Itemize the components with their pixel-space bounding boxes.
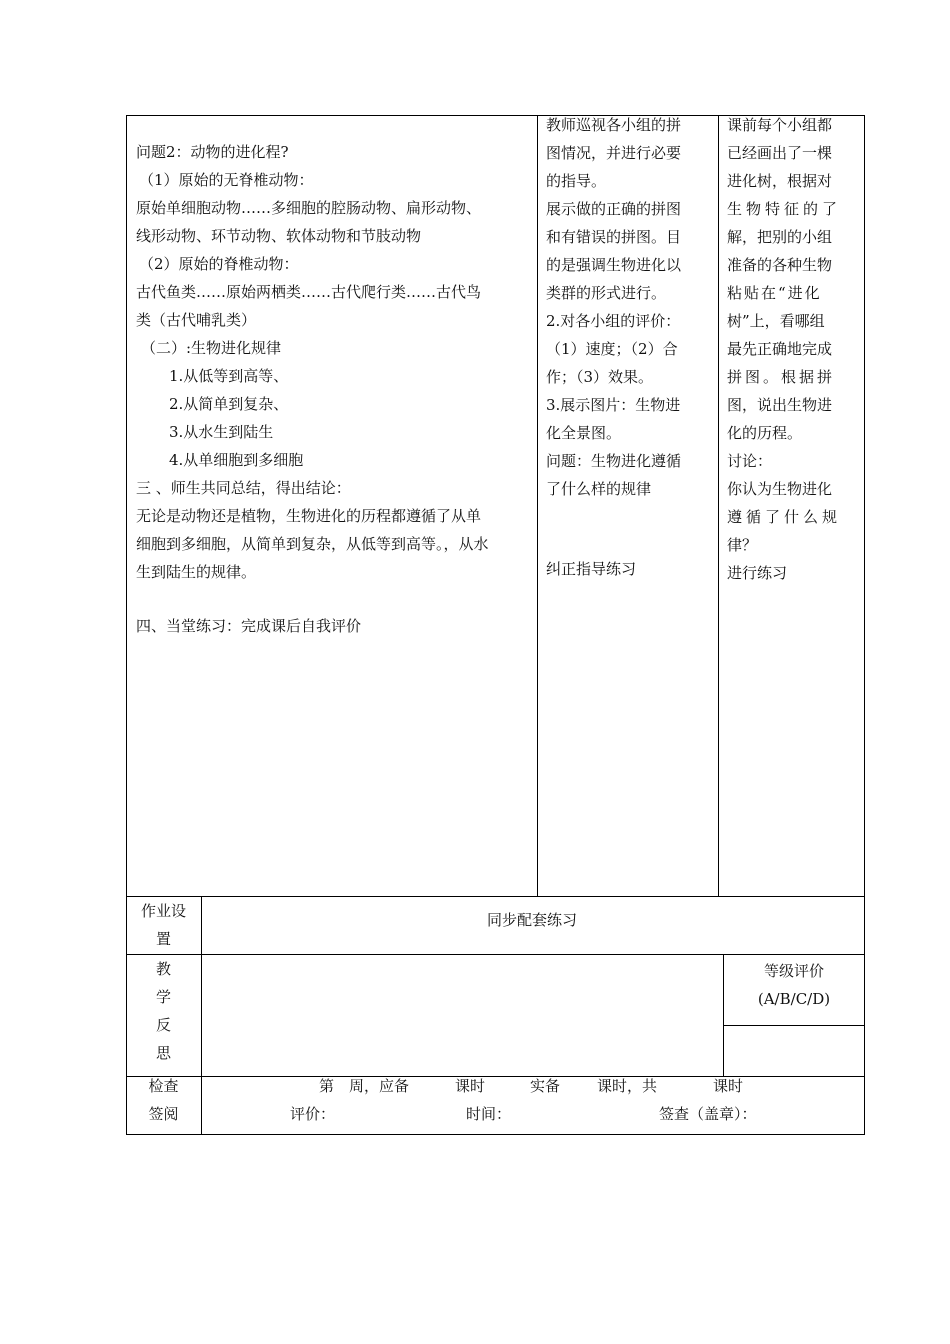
- student-line-6: 准备的各种生物: [727, 256, 833, 274]
- inspection-label-line-2: 签阅: [148, 1105, 179, 1123]
- reflection-label-char-4: 思: [155, 1044, 171, 1062]
- teacher-line-6: 的是强调生物进化以: [546, 256, 682, 274]
- divider-mid-right: [718, 115, 719, 897]
- inspection-label: [126, 1072, 201, 1128]
- inspection-signature: 签查（盖章）：: [659, 1105, 757, 1123]
- student-line-17: 进行练习: [727, 564, 788, 582]
- rule-1: 1.从低等到高等、: [169, 367, 289, 385]
- divider-left-mid: [537, 115, 538, 897]
- student-line-5: 解，把别的小组: [727, 228, 833, 246]
- student-line-4: 生物特征的了: [727, 200, 842, 218]
- teacher-line-2: 图情况，并进行必要: [546, 144, 682, 162]
- summary-heading: 三 、师生共同总结，得出结论：: [136, 479, 351, 497]
- inspection-actual-text: 实备: [530, 1077, 561, 1095]
- grade-evaluation-cell: [724, 957, 864, 1013]
- student-line-11: 图，说出生物进: [727, 396, 833, 414]
- student-line-12: 化的历程。: [727, 424, 803, 442]
- homework-label: [126, 896, 201, 953]
- rule-3: 3.从水生到陆生: [169, 423, 274, 441]
- grade-evaluation-title: 等级评价: [763, 962, 824, 980]
- homework-label-line-1: 作业设: [140, 902, 186, 920]
- inspection-actual-hours: 课时，共: [597, 1077, 658, 1095]
- invertebrate-line-1: 原始单细胞动物……多细胞的腔肠动物、扁形动物、: [136, 199, 482, 217]
- teacher-line-4: 展示做的正确的拼图: [546, 200, 682, 218]
- student-line-10: 拼图。根据拼: [727, 368, 836, 386]
- inspection-planned-hours: 课时: [455, 1077, 486, 1095]
- divider-grade-mid: [723, 1025, 865, 1026]
- student-line-1: 课前每个小组都: [727, 116, 833, 134]
- student-line-14: 你认为生物进化: [727, 480, 833, 498]
- student-line-2: 已经画出了一棵: [727, 144, 833, 162]
- teacher-line-15: 纠正指导练习: [546, 560, 637, 578]
- vertebrate-line-2: 类（古代哺乳类）: [136, 311, 257, 329]
- teacher-line-14: 了什么样的规律: [546, 480, 652, 498]
- teacher-line-13: 问题：生物进化遵循: [546, 452, 682, 470]
- rule-2: 2.从简单到复杂、: [169, 395, 289, 413]
- teacher-activity-column: [546, 111, 714, 583]
- practice-heading: 四、当堂练习：完成课后自我评价: [136, 617, 362, 635]
- teacher-line-7: 类群的形式进行。: [546, 284, 667, 302]
- student-line-3: 进化树，根据对: [727, 172, 833, 190]
- reflection-label: [126, 955, 201, 1067]
- teacher-line-10: 作；（3）效果。: [546, 368, 654, 386]
- question-2-heading: 问题2：动物的进化程?: [136, 143, 289, 161]
- student-line-9: 最先正确地完成: [727, 340, 833, 358]
- invertebrate-heading: （1）原始的无脊椎动物：: [139, 171, 314, 189]
- divider-homework-top: [126, 896, 865, 897]
- student-activity-column: [727, 111, 861, 587]
- teacher-line-9: （1）速度；（2）合: [546, 340, 678, 358]
- teacher-line-11: 3.展示图片：生物进: [546, 396, 681, 414]
- vertebrate-heading: （2）原始的脊椎动物：: [139, 255, 299, 273]
- reflection-label-char-3: 反: [155, 1016, 171, 1034]
- vertebrate-line-1: 古代鱼类……原始两栖类……古代爬行类……古代鸟: [136, 283, 482, 301]
- divider-reflection-top: [126, 954, 865, 955]
- rule-4: 4.从单细胞到多细胞: [169, 451, 304, 469]
- teacher-line-12: 化全景图。: [546, 424, 622, 442]
- grade-evaluation-options: (A/B/C/D): [757, 990, 831, 1008]
- inspection-label-line-1: 检查: [148, 1077, 179, 1095]
- summary-line-3: 生到陆生的规律。: [136, 563, 257, 581]
- summary-line-2: 细胞到多细胞，从简单到复杂，从低等到高等。，从水: [136, 535, 489, 553]
- main-content-column: [136, 138, 534, 640]
- invertebrate-line-2: 线形动物、环节动物、软体动物和节肢动物: [136, 227, 422, 245]
- teacher-line-1: 教师巡视各小组的拼: [546, 116, 682, 134]
- student-line-16: 律？: [727, 536, 758, 554]
- reflection-label-char-1: 教: [155, 960, 171, 978]
- student-line-15: 遵循了什么规: [727, 508, 842, 526]
- student-line-7: 粘贴在“进化: [727, 284, 822, 302]
- divider-inspection-top: [126, 1076, 865, 1077]
- student-line-13: 讨论：: [727, 452, 773, 470]
- reflection-label-char-2: 学: [155, 988, 171, 1006]
- inspection-evaluation: 评价：: [290, 1105, 336, 1123]
- teacher-line-8: 2.对各小组的评价：: [546, 312, 681, 330]
- inspection-time: 时间：: [466, 1105, 512, 1123]
- homework-label-line-2: 置: [155, 930, 171, 948]
- teacher-line-5: 和有错误的拼图。目: [546, 228, 682, 246]
- homework-content: 同步配套练习: [486, 911, 577, 929]
- evolution-rules-heading: （二）:生物进化规律: [141, 339, 282, 357]
- student-line-8: 树”上，看哪组: [727, 312, 825, 330]
- summary-line-1: 无论是动物还是植物，生物进化的历程都遵循了从单: [136, 507, 482, 525]
- inspection-total-hours: 课时: [713, 1077, 744, 1095]
- teacher-line-3: 的指导。: [546, 172, 607, 190]
- inspection-week-text: 第 周，应备: [319, 1077, 410, 1095]
